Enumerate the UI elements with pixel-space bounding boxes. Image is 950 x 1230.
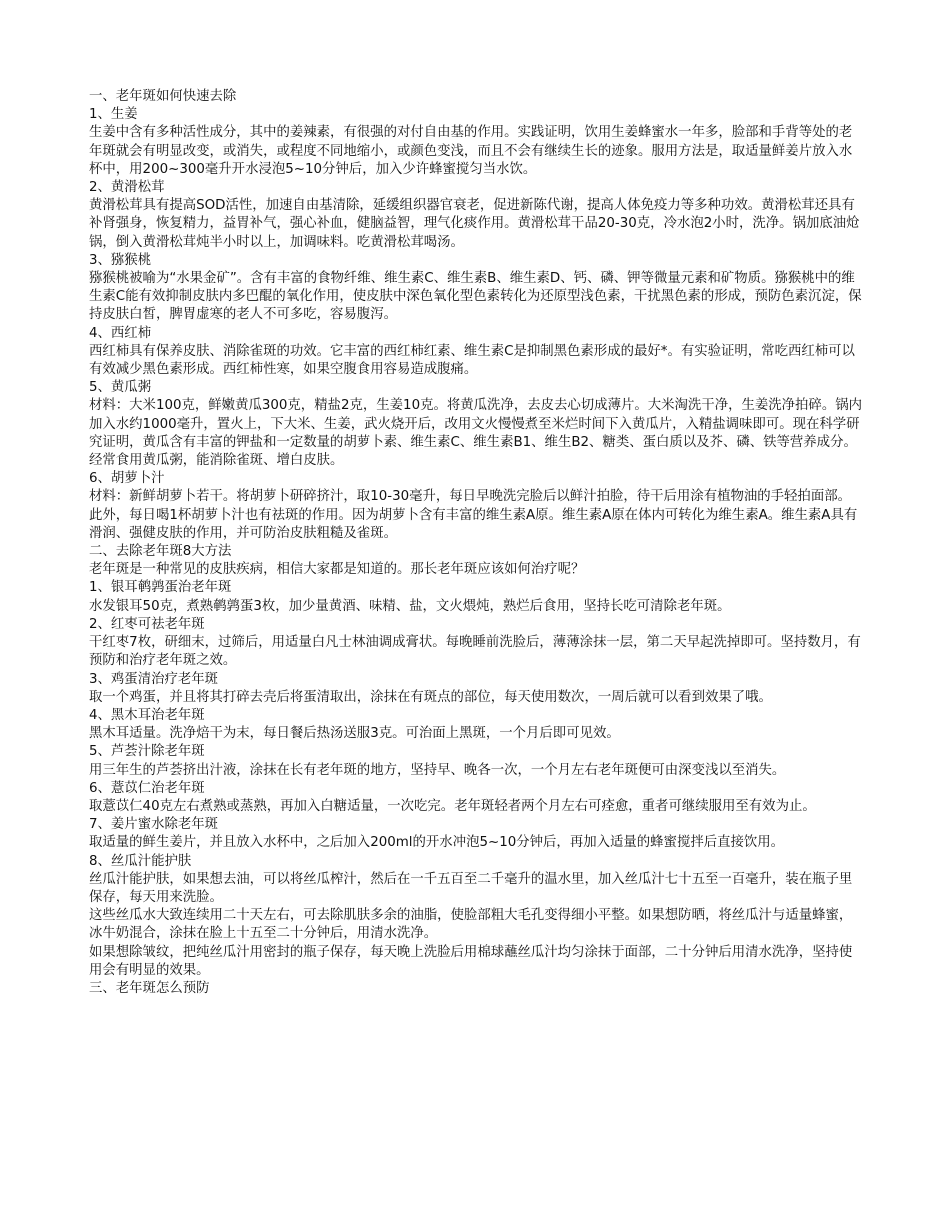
method-paragraph-8c: 如果想除皱纹，把纯丝瓜汁用密封的瓶子保存，每天晚上洗脸后用棉球蘸丝瓜汁均匀涂抹于面部，二十分钟后用清水洗净，坚持使用会有明显的效果。 [89, 944, 853, 978]
section-heading-1: 一、老年斑如何快速去除 [89, 89, 237, 104]
item-heading-tomato: 4、西红柿 [89, 325, 152, 341]
section-heading-2: 二、去除老年斑8大方法 [89, 544, 232, 560]
paragraph-kiwi: 猕猴桃被喻为“水果金矿”。含有丰富的食物纤维、维生素C、维生素B、维生素D、钙、磷、钾等微量元素和矿物质。猕猴桃中的维生素C能有效抑制皮肤内多巴醌的氧化作用，使皮肤中深色氧化型色素转化为还原型浅色素，干扰黑色素的形成，预防色素沉淀，保持皮肤白皙，脾胃虚寒的老人不可多吃，容易腹泻。 [89, 271, 862, 323]
method-paragraph-2: 干红枣7枚，研细末，过筛后，用适量白凡士林油调成膏状。每晚睡前洗脸后，薄薄涂抹一层，第二天早起洗掉即可。坚持数月，有预防和治疗老年斑之效。 [89, 635, 861, 669]
method-paragraph-4: 黑木耳适量。洗净焙干为末，每日餐后热汤送服3克。可治面上黑斑，一个月后即可见效。 [89, 726, 620, 742]
item-heading-matsutake: 2、黄滑松茸 [89, 180, 165, 196]
method-paragraph-5: 用三年生的芦荟挤出汁液，涂抹在长有老年斑的地方，坚持早、晚各一次，一个月左右老年斑便可由深变浅以至消失。 [89, 762, 786, 778]
method-paragraph-3: 取一个鸡蛋，并且将其打碎去壳后将蛋清取出，涂抹在有斑点的部位，每天使用数次，一周后就可以看到效果了哦。 [89, 689, 772, 705]
method-paragraph-6: 取薏苡仁40克左右煮熟或蒸熟，再加入白糖适量，一次吃完。老年斑轻者两个月左右可痊愈，重者可继续服用至有效为止。 [89, 798, 816, 814]
method-heading-3: 3、鸡蛋清治疗老年斑 [89, 671, 219, 687]
item-heading-carrot-juice: 6、胡萝卜汁 [89, 471, 165, 487]
method-heading-1: 1、银耳鹌鹑蛋治老年斑 [89, 580, 232, 596]
method-paragraph-7: 取适量的鲜生姜片，并且放入水杯中，之后加入200ml的开水冲泡5~10分钟后，再加入适量的蜂蜜搅拌后直接饮用。 [89, 835, 785, 851]
item-heading-cucumber-porridge: 5、黄瓜粥 [89, 380, 152, 396]
paragraph-tomato: 西红柿具有保养皮肤、消除雀斑的功效。它丰富的西红柿红素、维生素C是抑制黑色素形成的最好*。有实验证明，常吃西红柿可以有效减少黑色素形成。西红柿性寒，如果空腹食用容易造成腹痛。 [89, 343, 855, 378]
document-page [89, 88, 864, 998]
method-paragraph-8a: 丝瓜汁能护肤，如果想去油，可以将丝瓜榨汁，然后在一千五百至二千毫升的温水里，加入丝瓜汁七十五至一百毫升，装在瓶子里保存，每天用来洗脸。 [89, 871, 853, 905]
method-heading-2: 2、红枣可祛老年斑 [89, 616, 205, 632]
item-heading-kiwi: 3、猕猴桃 [89, 252, 152, 268]
paragraph-matsutake: 黄滑松茸具有提高SOD活性，加速自由基清除，延缓组织器官衰老，促进新陈代谢，提高人体免疫力等多种功效。黄滑松茸还具有补肾强身，恢复精力，益胃补气，强心补血，健脑益智，理气化痰作用。黄滑松茸干品20-30克，冷水泡2小时，洗净。锅加底油炝锅，倒入黄滑松茸炖半小时以上，加调味料。吃黄滑松茸喝汤。 [89, 198, 860, 250]
method-paragraph-8b: 这些丝瓜水大致连续用二十天左右，可去除肌肤多余的油脂，使脸部粗大毛孔变得细小平整。如果想防晒，将丝瓜汁与适量蜂蜜，冰牛奶混合，涂抹在脸上十五至二十分钟后，用清水洗净。 [89, 908, 853, 942]
paragraph-carrot-juice: 材料：新鲜胡萝卜若干。将胡萝卜研碎挤汁，取10-30毫升，每日早晚洗完脸后以鲜汁拍脸，待干后用涂有植物油的手轻拍面部。此外，每日喝1杯胡萝卜汁也有祛斑的作用。因为胡萝卜含有丰富的维生素A原。维生素A原在体内可转化为维生素A。维生素A具有滑润、强健皮肤的作用，并可防治皮肤粗糙及雀斑。 [89, 489, 858, 541]
method-heading-5: 5、芦荟汁除老年斑 [89, 744, 205, 760]
paragraph-intro: 老年斑是一种常见的皮肤疾病，相信大家都是知道的。那长老年斑应该如何治疗呢？ [89, 562, 585, 578]
method-heading-8: 8、丝瓜汁能护肤 [89, 853, 192, 869]
paragraph-ginger: 生姜中含有多种活性成分，其中的姜辣素，有很强的对付自由基的作用。实践证明，饮用生姜蜂蜜水一年多，脸部和手背等处的老年斑就会有明显改变，或消失，或程度不同地缩小，或颜色变浅，而且不会有继续生长的迹象。服用方法是，取适量鲜姜片放入水杯中，用200~300毫升开水浸泡5~10分钟后，加入少许蜂蜜搅匀当水饮。 [89, 125, 853, 177]
method-heading-4: 4、黑木耳治老年斑 [89, 707, 205, 723]
method-paragraph-1: 水发银耳50克，煮熟鹌鹑蛋3枚，加少量黄酒、味精、盐，文火煨炖，熟烂后食用，坚持长吃可清除老年斑。 [89, 598, 731, 614]
method-heading-7: 7、姜片蜜水除老年斑 [89, 817, 219, 833]
item-heading-ginger: 1、生姜 [89, 107, 138, 123]
section-heading-3: 三、老年斑怎么预防 [89, 980, 210, 996]
method-heading-6: 6、薏苡仁治老年斑 [89, 780, 205, 796]
paragraph-cucumber-porridge: 材料：大米100克，鲜嫩黄瓜300克，精盐2克，生姜10克。将黄瓜洗净，去皮去心切成薄片。大米淘洗干净，生姜洗净拍碎。锅内加入水约1000毫升，置火上，下大米、生姜，武火烧开后，改用文火慢慢煮至米烂时间下入黄瓜片，入精盐调味即可。现在科学研究证明，黄瓜含有丰富的钾盐和一定数量的胡萝卜素、维生素C、维生素B1、维生B2、糖类、蛋白质以及芥、磷、铁等营养成分。经常食用黄瓜粥，能消除雀斑、增白皮肤。 [89, 398, 862, 469]
